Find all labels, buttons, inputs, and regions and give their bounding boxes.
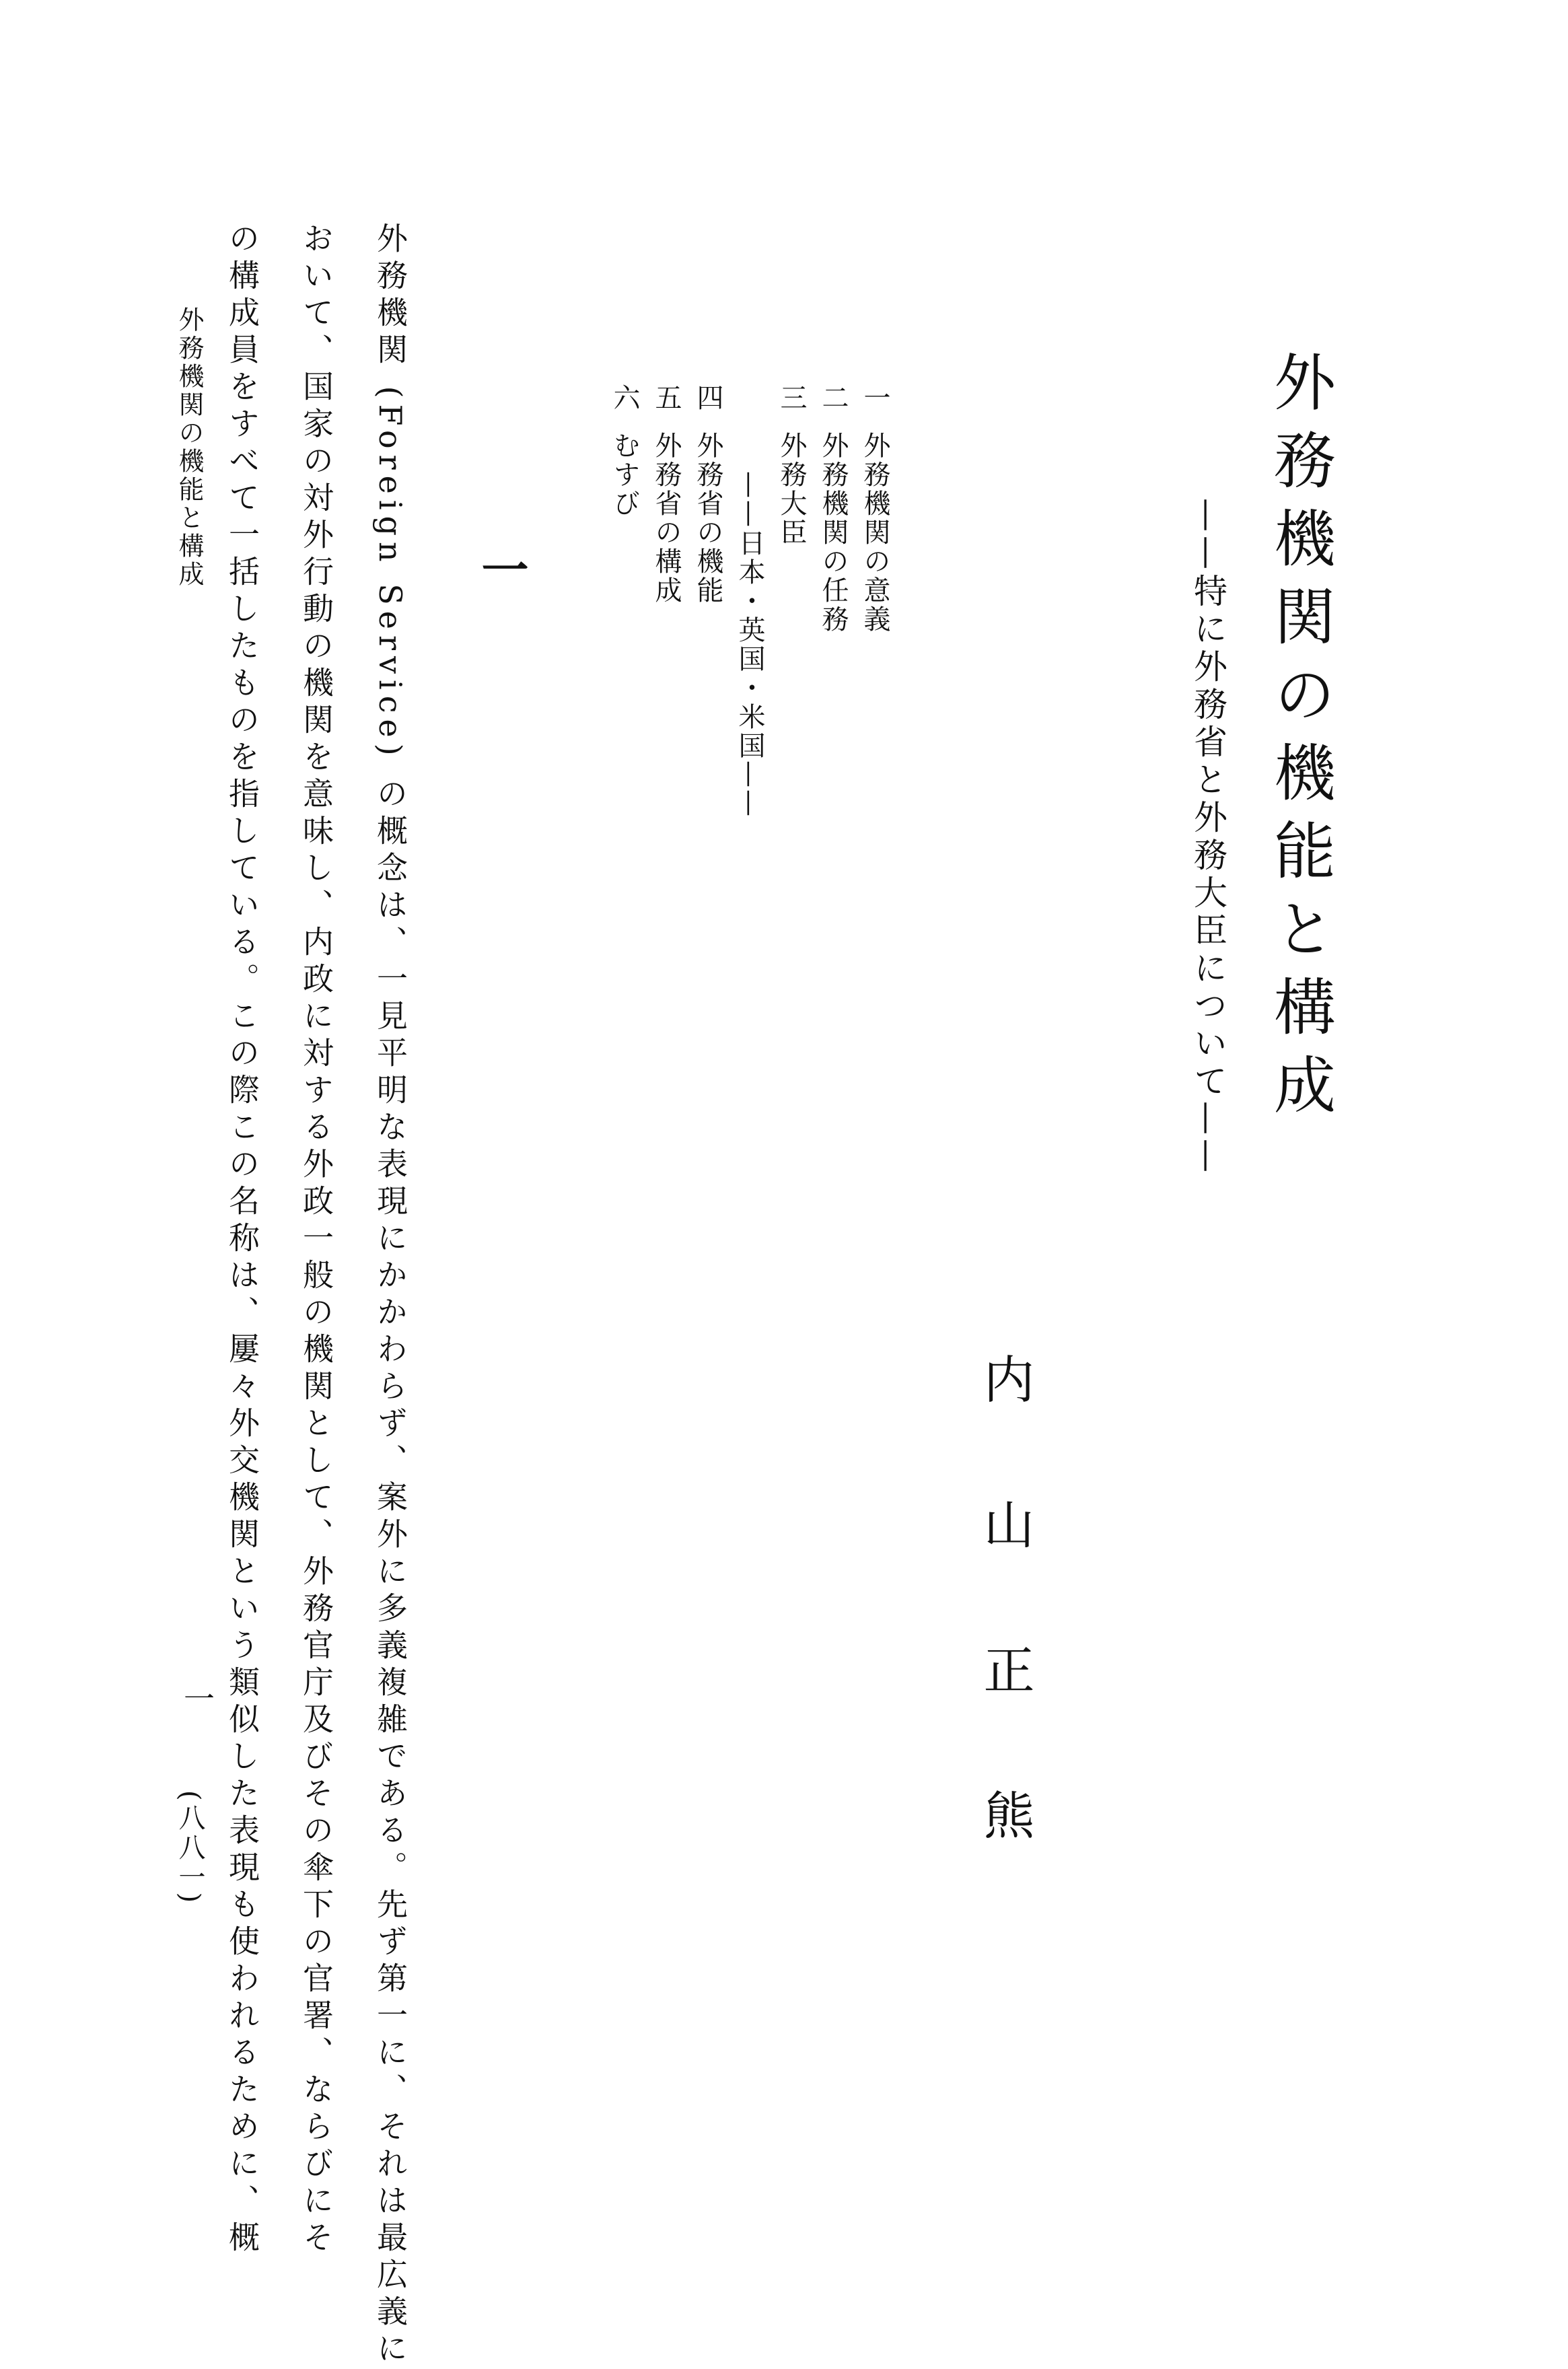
toc-item-6 <box>611 384 638 818</box>
toc-number: 四 <box>692 384 723 413</box>
page-number: 一 <box>179 1683 215 1713</box>
section-heading: 一 <box>474 545 530 592</box>
toc-number: 三 <box>776 384 807 413</box>
toc-text: むすび <box>609 431 640 518</box>
toc-number: 一 <box>859 384 890 413</box>
toc-text: 外務省の構成 <box>651 431 682 605</box>
toc-item-5 <box>653 384 680 818</box>
body-text <box>205 222 427 2369</box>
toc-item-2 <box>820 384 847 818</box>
toc-item-4 <box>694 384 721 818</box>
page-code: (八八一) <box>174 1790 205 1906</box>
table-of-contents <box>611 384 888 818</box>
running-header: 外務機関の機能と構成 <box>174 306 204 589</box>
toc-text: 外務機関の意義 <box>859 431 890 634</box>
toc-item-3 <box>778 384 805 818</box>
body-line: おいて、国家の対外行動の機関を意味し、内政に対する外政一般の機関として、外務官庁及びその傘下の官署、ならびにそ <box>298 222 334 2258</box>
toc-number: 二 <box>818 384 849 413</box>
article-subtitle: ——特に外務省と外務大臣について—— <box>1188 498 1227 1176</box>
toc-text: 外務機関の任務 <box>818 431 849 634</box>
body-line: の構成員をすべて一括したものを指している。この際この名称は、屢々外交機関という類似した表現も使われるために、概 <box>224 222 260 2258</box>
toc-text: 外務省の機能 <box>692 431 723 605</box>
toc-number: 五 <box>651 384 682 413</box>
article-title: 外務機関の機能と構成 <box>1264 350 1336 1131</box>
body-line: 外務機関 (Foreign Service) の概念は、一見平明な表現にかかわらず、案外に多義複雑である。先ず第一に、それは最広義に <box>372 222 408 2369</box>
toc-text: 外務大臣 <box>776 431 807 547</box>
toc-item-3-subtitle: ——日本・英国・米国—— <box>734 471 765 818</box>
toc-number: 六 <box>609 384 640 413</box>
author-name: 内山正熊 <box>975 1353 1035 1934</box>
toc-item-1 <box>861 384 888 818</box>
